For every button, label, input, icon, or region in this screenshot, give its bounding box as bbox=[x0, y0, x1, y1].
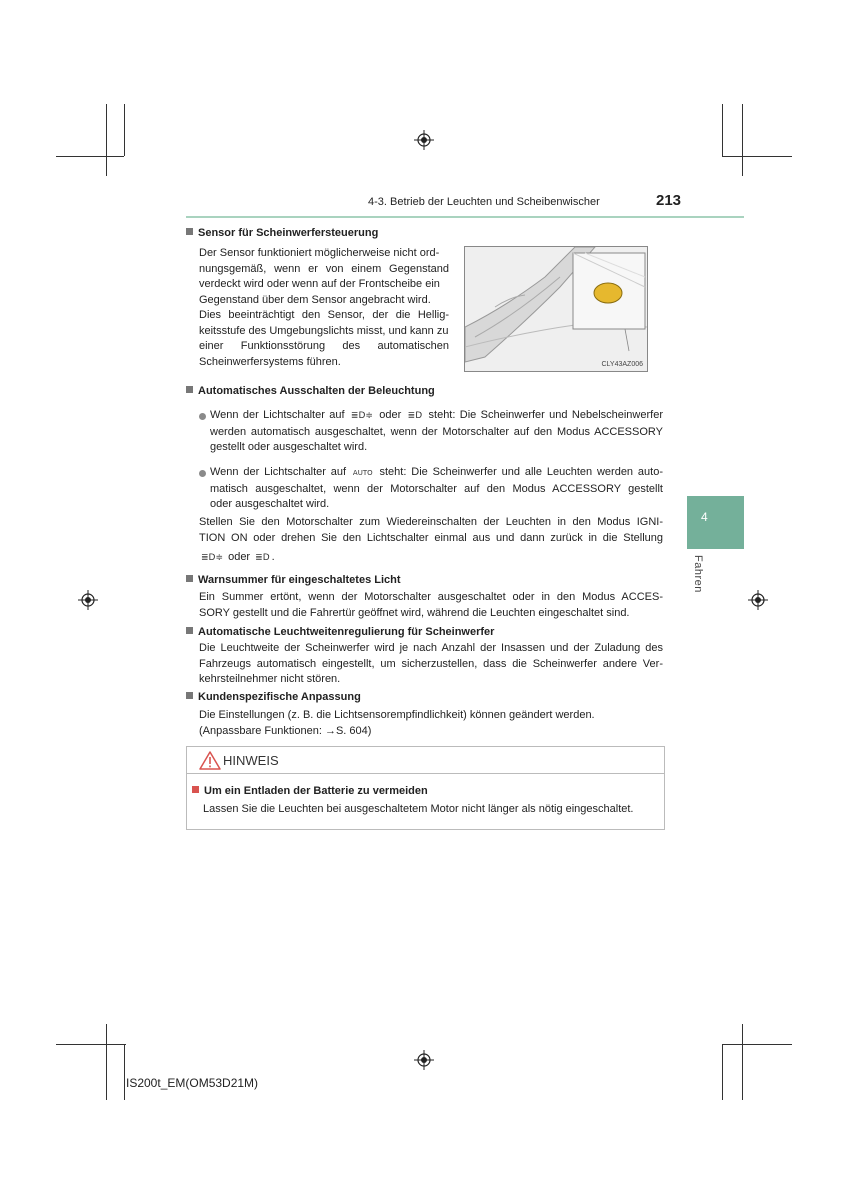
section-header-title: 4-3. Betrieb der Leuchten und Scheibenwischer bbox=[368, 196, 600, 208]
crop-mark bbox=[124, 1044, 125, 1100]
text-line: Scheinwerfersystems führen. bbox=[199, 355, 341, 368]
section-square-icon bbox=[186, 692, 193, 699]
section-heading-leveling: Automatische Leuchtweitenregulierung für Scheinwerfer bbox=[186, 626, 494, 638]
text-line: einer Funktionsstörung des automatischen bbox=[199, 340, 449, 352]
header-rule bbox=[186, 216, 744, 218]
fog-light-symbol-icon: ≣D≑ bbox=[350, 411, 373, 421]
chapter-tab bbox=[687, 496, 744, 549]
custom-paragraph: Die Einstellungen (z. B. die Lichtsensorempfindlichkeit) können geändert werden. (Anpassbare Funktionen: →S. 604) bbox=[199, 709, 595, 737]
text-line: keitsstufe des Umgebungslichts misst, und kann zu bbox=[199, 324, 449, 337]
crop-mark bbox=[722, 156, 792, 157]
bullet-item: Wenn der Lichtschalter auf ≣D≑ oder ≣D steht: Die Scheinwerfer und Nebelscheinwerfer werden automatisch ausgeschaltet, wenn der Motorschalter auf den Modus ACCESSORY gestellt oder ausgeschaltet wird. bbox=[210, 409, 663, 453]
section-heading-auto-off: Automatisches Ausschalten der Beleuchtung bbox=[186, 385, 435, 397]
bullet-item: Wenn der Lichtschalter auf AUTO steht: Die Scheinwerfer und alle Leuchten werden auto- matisch ausgeschaltet, wenn der Motorschalter auf den Modus ACCESSORY gestellt oder ausgeschaltet wird. bbox=[210, 466, 663, 510]
crop-mark bbox=[106, 1024, 107, 1100]
buzzer-paragraph: Ein Summer ertönt, wenn der Motorschalter ausgeschaltet oder in den Modus ACCES- SORY gestellt und die Fahrertür geöffnet wird, während die Leuchten eingeschaltet sind. bbox=[199, 591, 663, 619]
fog-light-symbol-icon: ≣D≑ bbox=[201, 553, 224, 563]
page-number: 213 bbox=[656, 192, 682, 209]
crop-mark bbox=[742, 104, 743, 176]
notice-box bbox=[186, 746, 665, 830]
sensor-figure bbox=[464, 246, 648, 372]
crop-mark bbox=[722, 1044, 792, 1045]
registration-mark-icon bbox=[414, 1050, 434, 1070]
section-square-icon bbox=[186, 228, 193, 235]
section-square-icon bbox=[186, 575, 193, 582]
auto-off-paragraph: Stellen Sie den Motorschalter zum Wiedereinschalten der Leuchten in den Modus IGNI- TION ON oder drehen Sie den Lichtschalter einmal aus und dann zurück in die Stellung ≣D≑ oder ≣D . bbox=[199, 515, 663, 567]
notice-text: Lassen Sie die Leuchten bei ausgeschaltetem Motor nicht länger als nötig eingeschaltet. bbox=[203, 803, 634, 815]
sensor-paragraph bbox=[199, 246, 449, 370]
document-code: IS200t_EM(OM53D21M) bbox=[126, 1076, 259, 1090]
text-line: verdeckt wird oder wenn auf der Frontscheibe ein bbox=[199, 278, 440, 290]
crop-mark bbox=[722, 1044, 723, 1100]
chapter-number: 4 bbox=[701, 510, 708, 524]
warning-triangle-icon bbox=[199, 751, 221, 770]
registration-mark-icon bbox=[78, 590, 98, 610]
crop-mark bbox=[56, 156, 124, 157]
registration-mark-icon bbox=[748, 590, 768, 610]
leveling-paragraph: Die Leuchtweite der Scheinwerfer wird je nach Anzahl der Insassen und der Zuladung des Fahrzeugs automatisch eingestellt, um sicherzustellen, dass die Scheinwerfer andere Ver- kehrsteilnehmer nicht stören. bbox=[199, 642, 663, 685]
notice-heading: Um ein Entladen der Batterie zu vermeiden bbox=[192, 785, 428, 797]
bullet-dot-icon bbox=[199, 470, 206, 477]
text-line: nungsgemäß, wenn er von einem Gegenstand bbox=[199, 262, 449, 275]
section-heading-buzzer: Warnsummer für eingeschaltetes Licht bbox=[186, 574, 401, 586]
registration-mark-icon bbox=[414, 130, 434, 150]
text-line: Dies beeinträchtigt den Sensor, der die Hellig- bbox=[199, 309, 449, 321]
headlight-symbol-icon: ≣D bbox=[255, 553, 270, 563]
section-heading-custom: Kundenspezifische Anpassung bbox=[186, 691, 361, 703]
text-line: Der Sensor funktioniert möglicherweise nicht ord- bbox=[199, 247, 440, 259]
bullet-dot-icon bbox=[199, 413, 206, 420]
crop-mark bbox=[722, 104, 723, 156]
crop-mark bbox=[124, 104, 125, 156]
text-line: Gegenstand über dem Sensor angebracht wird. bbox=[199, 293, 431, 306]
section-heading-sensor: Sensor für Scheinwerfersteuerung bbox=[186, 227, 378, 239]
windshield-sensor-illustration bbox=[465, 247, 647, 371]
crop-mark bbox=[56, 1044, 126, 1045]
figure-code: CLY43AZ006 bbox=[601, 361, 643, 368]
crop-mark bbox=[742, 1024, 743, 1100]
notice-title: HINWEIS bbox=[223, 753, 279, 768]
chapter-label: Fahren bbox=[692, 555, 704, 593]
section-square-icon bbox=[186, 627, 193, 634]
headlight-symbol-icon: ≣D bbox=[407, 411, 423, 421]
section-square-icon bbox=[192, 786, 199, 793]
notice-header bbox=[187, 747, 664, 774]
crop-mark bbox=[106, 104, 107, 176]
section-square-icon bbox=[186, 386, 193, 393]
auto-symbol-icon: AUTO bbox=[352, 469, 373, 477]
